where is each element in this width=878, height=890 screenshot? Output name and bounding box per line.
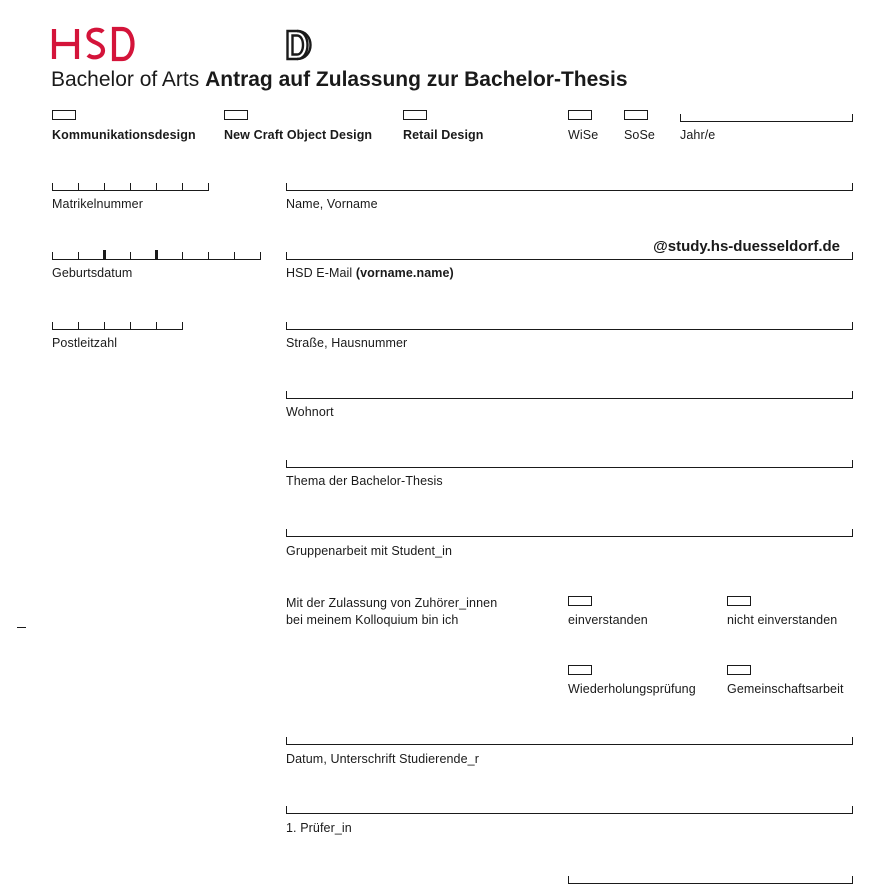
year-label: Jahr/e (680, 128, 716, 142)
d-logo-mark (284, 28, 318, 62)
wiederholungspruefung-label: Wiederholungsprüfung (568, 682, 696, 696)
year-field[interactable] (680, 114, 853, 122)
checkbox-wise[interactable] (568, 110, 592, 120)
thema-field[interactable] (286, 460, 853, 468)
einverstanden-label: einverstanden (568, 613, 648, 627)
checkbox-wiederholungspruefung[interactable] (568, 665, 592, 675)
program-label-retail-design: Retail Design (403, 128, 484, 142)
checkbox-kommunikationsdesign[interactable] (52, 110, 76, 120)
geburtsdatum-label: Geburtsdatum (52, 266, 133, 280)
page-title (51, 67, 628, 93)
gruppenarbeit-label: Gruppenarbeit mit Student_in (286, 544, 453, 558)
checkbox-einverstanden[interactable] (568, 596, 592, 606)
pruefer-label: 1. Prüfer_in (286, 821, 352, 835)
wohnort-field[interactable] (286, 391, 853, 399)
checkbox-sose[interactable] (624, 110, 648, 120)
email-label-format: (vorname.name) (355, 266, 454, 280)
geburtsdatum-field[interactable] (52, 252, 261, 260)
degree-title: Bachelor of Arts (51, 68, 200, 91)
checkbox-retail-design[interactable] (403, 110, 427, 120)
thema-label: Thema der Bachelor-Thesis (286, 474, 443, 488)
checkbox-new-craft-object-design[interactable] (224, 110, 248, 120)
nicht-einverstanden-label: nicht einverstanden (727, 613, 838, 627)
fold-mark (17, 627, 26, 628)
checkbox-nicht-einverstanden[interactable] (727, 596, 751, 606)
wise-label: WiSe (568, 128, 599, 142)
gemeinschaftsarbeit-label: Gemeinschaftsarbeit (727, 682, 844, 696)
strasse-label: Straße, Hausnummer (286, 336, 408, 350)
postleitzahl-field[interactable] (52, 322, 183, 330)
matrikel-field[interactable] (52, 183, 209, 191)
datum-unterschrift-field[interactable] (286, 737, 853, 745)
name-label: Name, Vorname (286, 197, 378, 211)
postleitzahl-label: Postleitzahl (52, 336, 118, 350)
checkbox-gemeinschaftsarbeit[interactable] (727, 665, 751, 675)
matrikel-label: Matrikelnummer (52, 197, 143, 211)
strasse-field[interactable] (286, 322, 853, 330)
email-label-prefix: HSD E-Mail (286, 266, 356, 280)
program-label-new-craft-object-design: New Craft Object Design (224, 128, 373, 142)
program-label-kommunikationsdesign: Kommunikationsdesign (52, 128, 196, 142)
sose-label: SoSe (624, 128, 655, 142)
wohnort-label: Wohnort (286, 405, 334, 419)
d-logo (284, 28, 318, 62)
pruefer-2-field[interactable] (568, 876, 853, 884)
datum-unterschrift-label: Datum, Unterschrift Studierende_r (286, 752, 479, 766)
pruefer-field[interactable] (286, 806, 853, 814)
hsd-logo-mark (50, 26, 140, 62)
hsd-logo (50, 26, 140, 62)
zulassung-text-line-1: Mit der Zulassung von Zuhörer_innen (286, 596, 498, 610)
email-domain: @study.hs-duesseldorf.de (653, 238, 840, 255)
form-title: Antrag auf Zulassung zur Bachelor-Thesis (205, 68, 628, 91)
zulassung-text-line-2: bei meinem Kolloquium bin ich (286, 613, 459, 627)
gruppenarbeit-field[interactable] (286, 529, 853, 537)
email-label (286, 266, 454, 281)
name-field[interactable] (286, 183, 853, 191)
